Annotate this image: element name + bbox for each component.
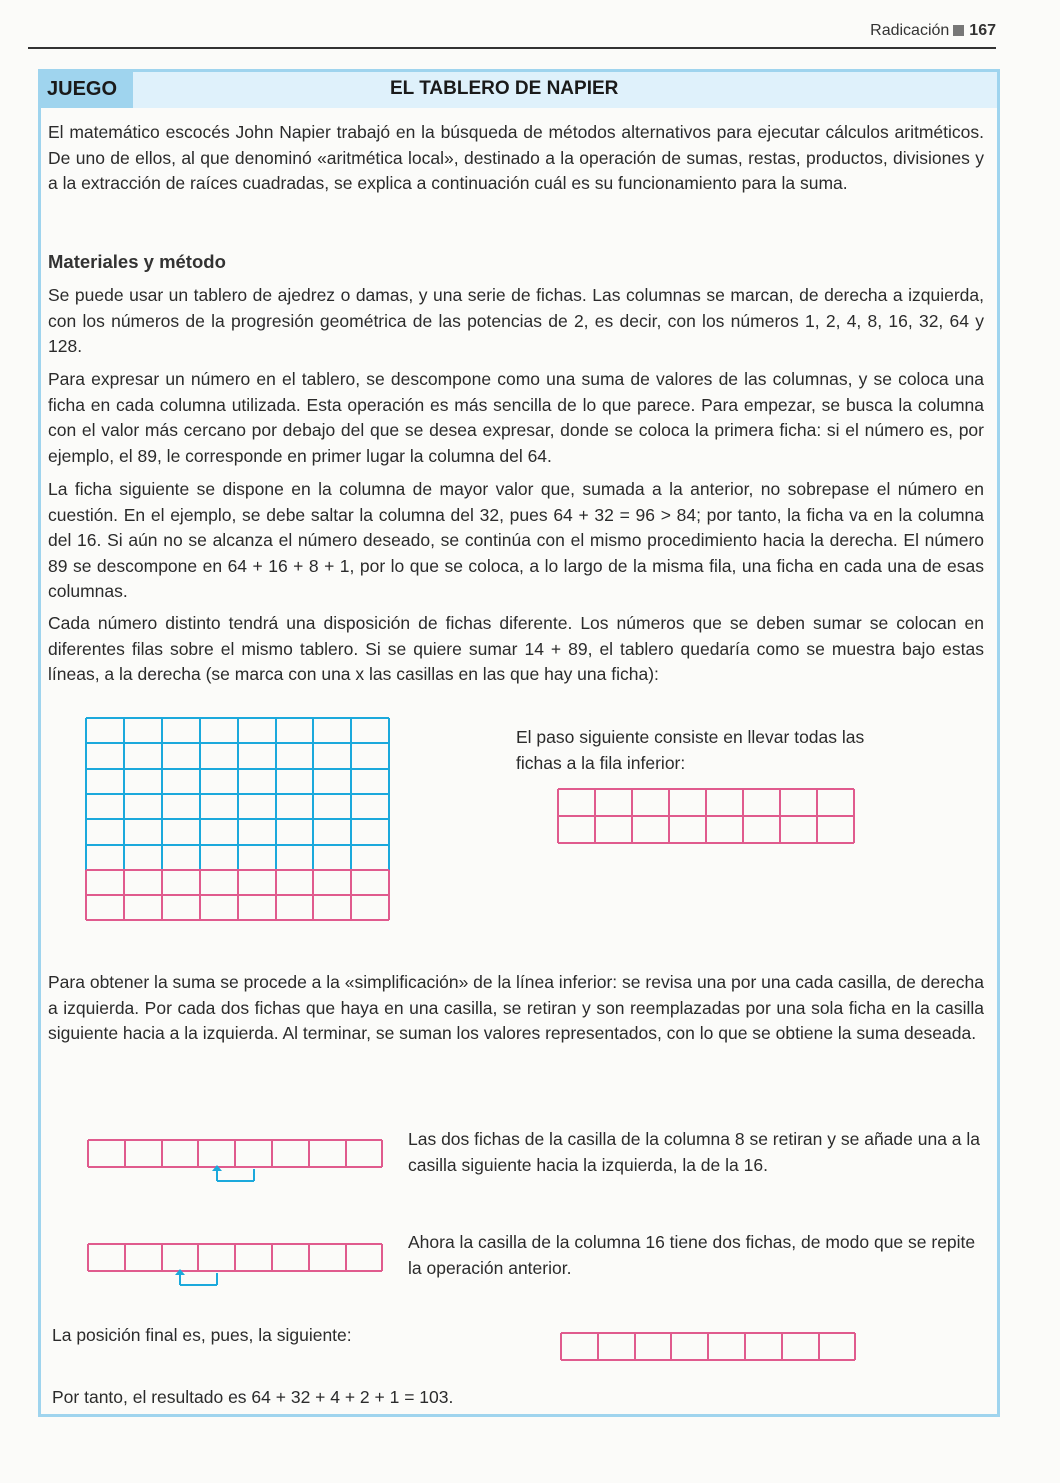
grid-line [345,1244,347,1271]
final-intro: La posición final es, pues, la siguiente: [52,1325,352,1345]
grid-line [161,718,163,870]
grid-line [234,1140,236,1167]
grid-line [631,789,633,843]
page-number: 167 [969,22,996,39]
step-2-text: Ahora la casilla de la columna 16 tiene dos fichas, de modo que se repite la operación anterior. [408,1232,976,1278]
title-tag [41,72,133,108]
grid-line [199,718,201,870]
grid-line [197,1244,199,1271]
grid-line [853,789,855,843]
box-title: EL TABLERO DE NAPIER [390,78,619,99]
carry-arrow [180,1284,217,1286]
grid-line [161,1244,163,1271]
grid-line [381,1244,383,1271]
grid-line [742,789,744,843]
grid-line [312,718,314,870]
carry-arrow [217,1180,254,1182]
paragraph-1: Se puede usar un tablero de ajedrez o damas, y una serie de fichas. Las columnas se marcan, de derecha a izquierda, con los números de la progresión geométrica de las potencias de 2, es decir, con los números 1, 2, 4, 8, 16, 32, 64 y 128. [48,285,984,356]
result-text: Por tanto, el resultado es 64 + 32 + 4 + 2 + 1 = 103. [52,1387,454,1407]
grid-line [85,870,87,921]
grid-line [312,870,314,921]
grid-line [124,1140,126,1167]
intro-paragraph: El matemático escocés John Napier trabajó en la búsqueda de métodos alternativos para ejecutar cálculos aritméticos. De uno de ellos, al que denominó «aritmética local», destinado a la operación de sumas, restas, productos, divisiones y a la extracción de raíces cuadradas, se explica a continuación cuál es su funcionamiento para la suma. [48,122,984,193]
grid-line [123,718,125,870]
header-rule [28,47,996,49]
grid-line [237,718,239,870]
grid-line [670,1333,672,1360]
step-1-text: Las dos fichas de la casilla de la columna 8 se retiran y se añade una a la casilla siguiente hacia la izquierda, la de la 16. [408,1129,981,1175]
grid-line [634,1333,636,1360]
grid-line [350,718,352,870]
grid-line [388,870,390,921]
grid-line [381,1140,383,1167]
arrow-head-icon [212,1165,222,1171]
grid-line [597,1333,599,1360]
paragraph-2: Para expresar un número en el tablero, se descompone como una suma de valores de las columnas, y se coloca una ficha en cada columna utilizada. Esta operación es más sencilla de lo que parece. Para empezar, se busca la columna con el valor más cercano por debajo del que se desea expresar, donde se coloca la primera ficha: si el número es, por ejemplo, el 89, le corresponde en primer lugar la columna del 64. [48,369,984,466]
grid-line [779,789,781,843]
grid-line [345,1140,347,1167]
grid-line [123,870,125,921]
grid-line [705,789,707,843]
grid-line [199,870,201,921]
grid-line [668,789,670,843]
page-header [870,22,996,40]
grid-line [308,1140,310,1167]
grid-line [557,789,559,843]
section-name: Radicación [870,22,950,39]
grid-line [271,1140,273,1167]
grid-line [350,870,352,921]
grid-line [234,1244,236,1271]
grid-line [854,1333,856,1360]
grid-line [87,1244,89,1271]
grid-line [161,1140,163,1167]
tag-label: JUEGO [47,78,118,100]
grid-line [388,718,390,870]
square-bullet-icon [953,25,964,36]
grid-line [744,1333,746,1360]
grid-line [308,1244,310,1271]
paragraph-5: Para obtener la suma se procede a la «simplificación» de la línea inferior: se revisa una por una cada casilla, de derecha a izquierda. Por cada dos fichas que haya en una casilla, se retiran y son reemplazadas por una sola ficha en la casilla siguiente hacia a la izquierda. Al terminar, se suman los valores representados, con lo que se obtiene la suma deseada. [48,972,984,1043]
grid-line [275,870,277,921]
grid-line [271,1244,273,1271]
grid-line [85,718,87,870]
grid-line [275,718,277,870]
arrow-head-icon [175,1269,185,1275]
grid-line [87,1140,89,1167]
grid-line [161,870,163,921]
section-heading: Materiales y método [48,251,226,272]
paragraph-4: Cada número distinto tendrá una disposición de fichas diferente. Los números que se deben sumar se colocan en diferentes filas sobre el mismo tablero. Si se quiere sumar 14 + 89, el tablero quedaría como se muestra bajo estas líneas, a la derecha (se marca con una x las casillas en las que hay una ficha): [48,613,984,684]
grid-line [781,1333,783,1360]
grid-line [124,1244,126,1271]
paragraph-3: La ficha siguiente se dispone en la columna de mayor valor que, sumada a la anterior, no sobrepase el número en cuestión. En el ejemplo, se debe saltar la columna del 32, pues 64 + 32 = 96 > 84; por tanto, la ficha va en la columna del 16. Si aún no se alcanza el número deseado, se continúa con el mismo procedimiento hacia la derecha. El número 89 se descompone en 64 + 16 + 8 + 1, por lo que se coloca, a lo largo de la misma fila, una ficha en cada una de esas columnas. [48,479,984,601]
grid-line [818,1333,820,1360]
grid-line [560,1333,562,1360]
next-step-text: El paso siguiente consiste en llevar todas las fichas a la fila inferior: [516,727,865,773]
grid-line [197,1140,199,1167]
grid-line [707,1333,709,1360]
grid-line [594,789,596,843]
grid-line [816,789,818,843]
grid-line [237,870,239,921]
